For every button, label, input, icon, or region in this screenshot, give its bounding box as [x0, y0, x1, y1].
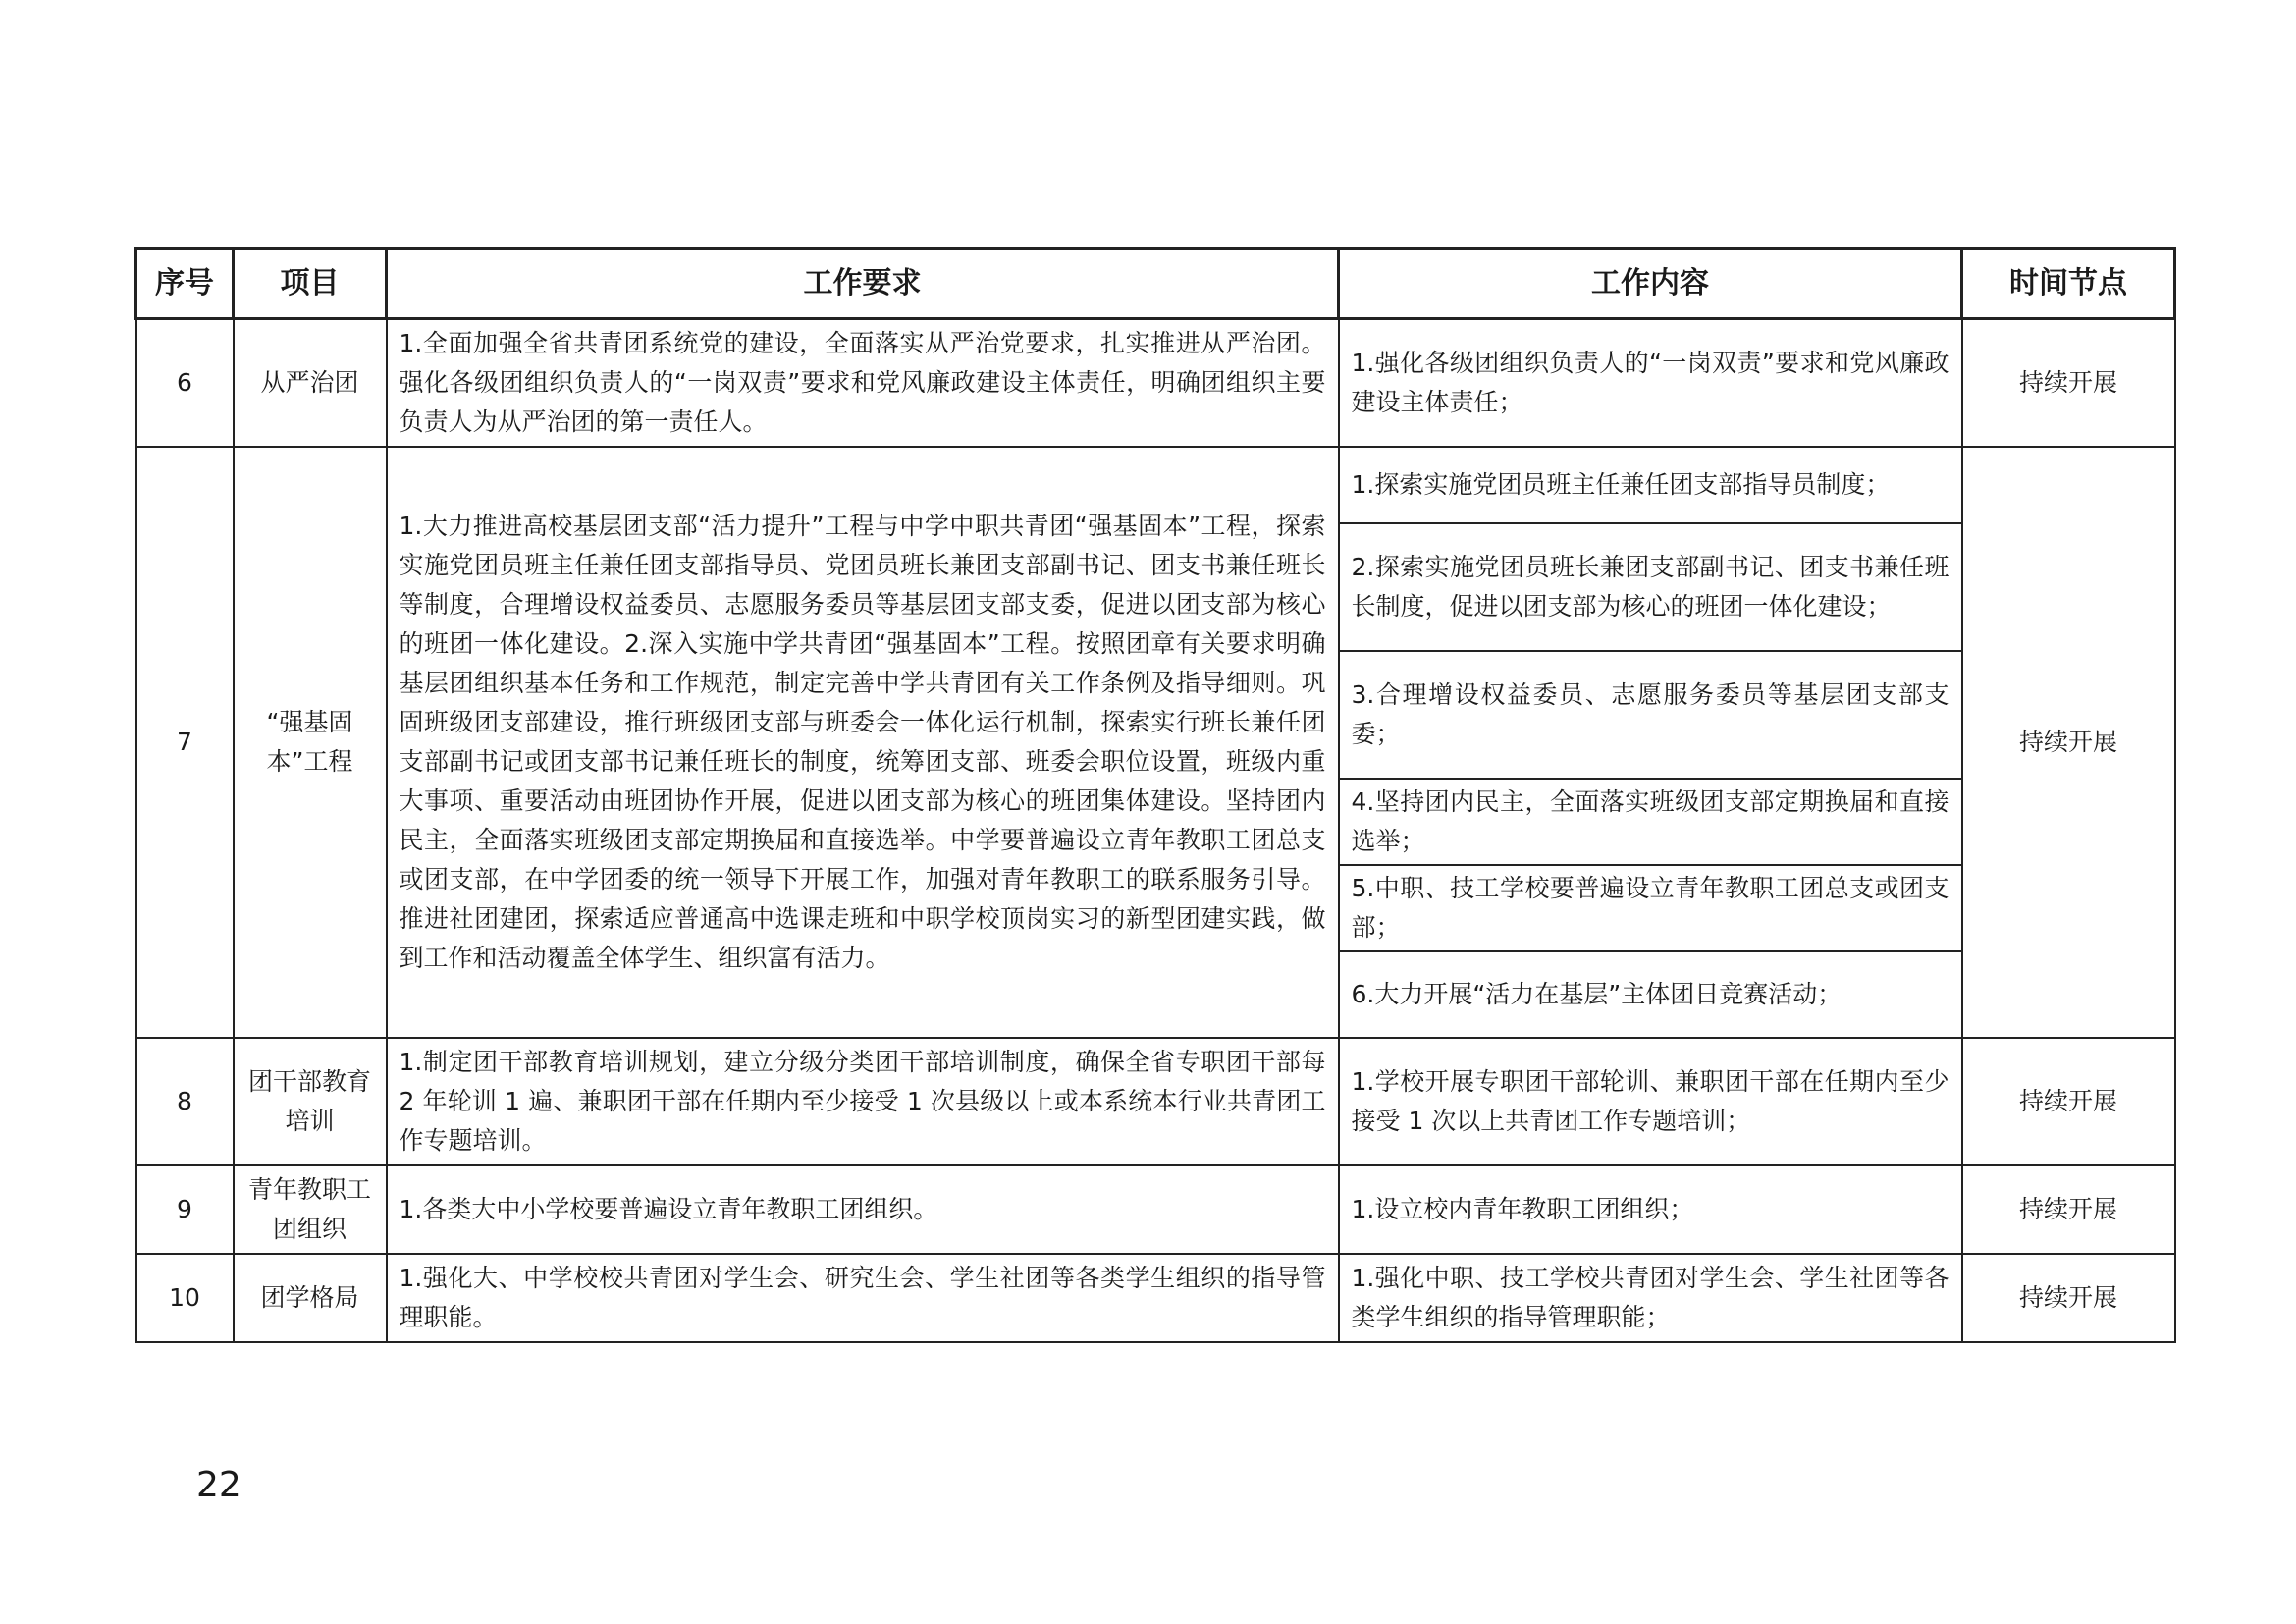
row-item: 青年教职工团组织 [234, 1165, 387, 1254]
row-item: 从严治团 [234, 319, 387, 448]
row-requirement: 1.强化大、中学校校共青团对学生会、研究生会、学生社团等各类学生组织的指导管理职能。 [387, 1254, 1339, 1342]
row-content: 1.学校开展专职团干部轮训、兼职团干部在任期内至少接受 1 次以上共青团工作专题培训； [1339, 1038, 1962, 1165]
table-row [136, 447, 2175, 523]
table-row [136, 1038, 2175, 1165]
row-content: 1.设立校内青年教职工团组织； [1339, 1165, 1962, 1254]
row-time: 持续开展 [1962, 319, 2175, 448]
row-content: 5.中职、技工学校要普遍设立青年教职工团总支或团支部； [1339, 865, 1962, 951]
row-content: 1.探索实施党团员班主任兼任团支部指导员制度； [1339, 447, 1962, 523]
row-content: 6.大力开展“活力在基层”主体团日竞赛活动； [1339, 951, 1962, 1038]
table-row [136, 1254, 2175, 1342]
table-row [136, 1165, 2175, 1254]
header-content: 工作内容 [1339, 249, 1962, 319]
row-number: 7 [136, 447, 234, 1038]
row-number: 10 [136, 1254, 234, 1342]
row-time: 持续开展 [1962, 1165, 2175, 1254]
header-requirement: 工作要求 [387, 249, 1339, 319]
row-item: 团干部教育培训 [234, 1038, 387, 1165]
row-content: 1.强化各级团组织负责人的“一岗双责”要求和党风廉政建设主体责任； [1339, 319, 1962, 448]
row-number: 6 [136, 319, 234, 448]
row-item: “强基固本”工程 [234, 447, 387, 1038]
row-item: 团学格局 [234, 1254, 387, 1342]
row-content: 3.合理增设权益委员、志愿服务委员等基层团支部支委； [1339, 651, 1962, 779]
page-number: 22 [196, 1465, 241, 1505]
row-number: 9 [136, 1165, 234, 1254]
work-plan-table [134, 247, 2176, 1343]
row-time: 持续开展 [1962, 1038, 2175, 1165]
row-time: 持续开展 [1962, 1254, 2175, 1342]
header-serial-number: 序号 [136, 249, 234, 319]
table-row [136, 319, 2175, 448]
row-requirement: 1.大力推进高校基层团支部“活力提升”工程与中学中职共青团“强基固本”工程，探索实施党团员班主任兼任团支部指导员、党团员班长兼团支部副书记、团支书兼任班长等制度，合理增设权益委员、志愿服务委员等基层团支部支委，促进以团支部为核心的班团一体化建设。2.深入实施中学共青团“强基固本”工程。按照团章有关要求明确基层团组织基本任务和工作规范，制定完善中学共青团有关工作条例及指导细则。巩固班级团支部建设，推行班级团支部与班委会一体化运行机制，探索实行班长兼任团支部副书记或团支部书记兼任班长的制度，统筹团支部、班委会职位设置，班级内重大事项、重要活动由班团协作开展，促进以团支部为核心的班团集体建设。坚持团内民主，全面落实班级团支部定期换届和直接选举。中学要普遍设立青年教职工团总支或团支部，在中学团委的统一领导下开展工作，加强对青年教职工的联系服务引导。推进社团建团，探索适应普通高中选课走班和中职学校顶岗实习的新型团建实践，做到工作和活动覆盖全体学生、组织富有活力。 [387, 447, 1339, 1038]
header-item: 项目 [234, 249, 387, 319]
header-time: 时间节点 [1962, 249, 2175, 319]
row-content: 1.强化中职、技工学校共青团对学生会、学生社团等各类学生组织的指导管理职能； [1339, 1254, 1962, 1342]
row-content: 4.坚持团内民主，全面落实班级团支部定期换届和直接选举； [1339, 779, 1962, 865]
row-requirement: 1.全面加强全省共青团系统党的建设，全面落实从严治党要求，扎实推进从严治团。强化各级团组织负责人的“一岗双责”要求和党风廉政建设主体责任，明确团组织主要负责人为从严治团的第一责任人。 [387, 319, 1339, 448]
row-number: 8 [136, 1038, 234, 1165]
table-header-row [136, 249, 2175, 319]
row-requirement: 1.制定团干部教育培训规划，建立分级分类团干部培训制度，确保全省专职团干部每 2 年轮训 1 遍、兼职团干部在任期内至少接受 1 次县级以上或本系统本行业共青团工作专题培训。 [387, 1038, 1339, 1165]
row-content: 2.探索实施党团员班长兼团支部副书记、团支书兼任班长制度，促进以团支部为核心的班团一体化建设； [1339, 523, 1962, 651]
row-time: 持续开展 [1962, 447, 2175, 1038]
row-requirement: 1.各类大中小学校要普遍设立青年教职工团组织。 [387, 1165, 1339, 1254]
